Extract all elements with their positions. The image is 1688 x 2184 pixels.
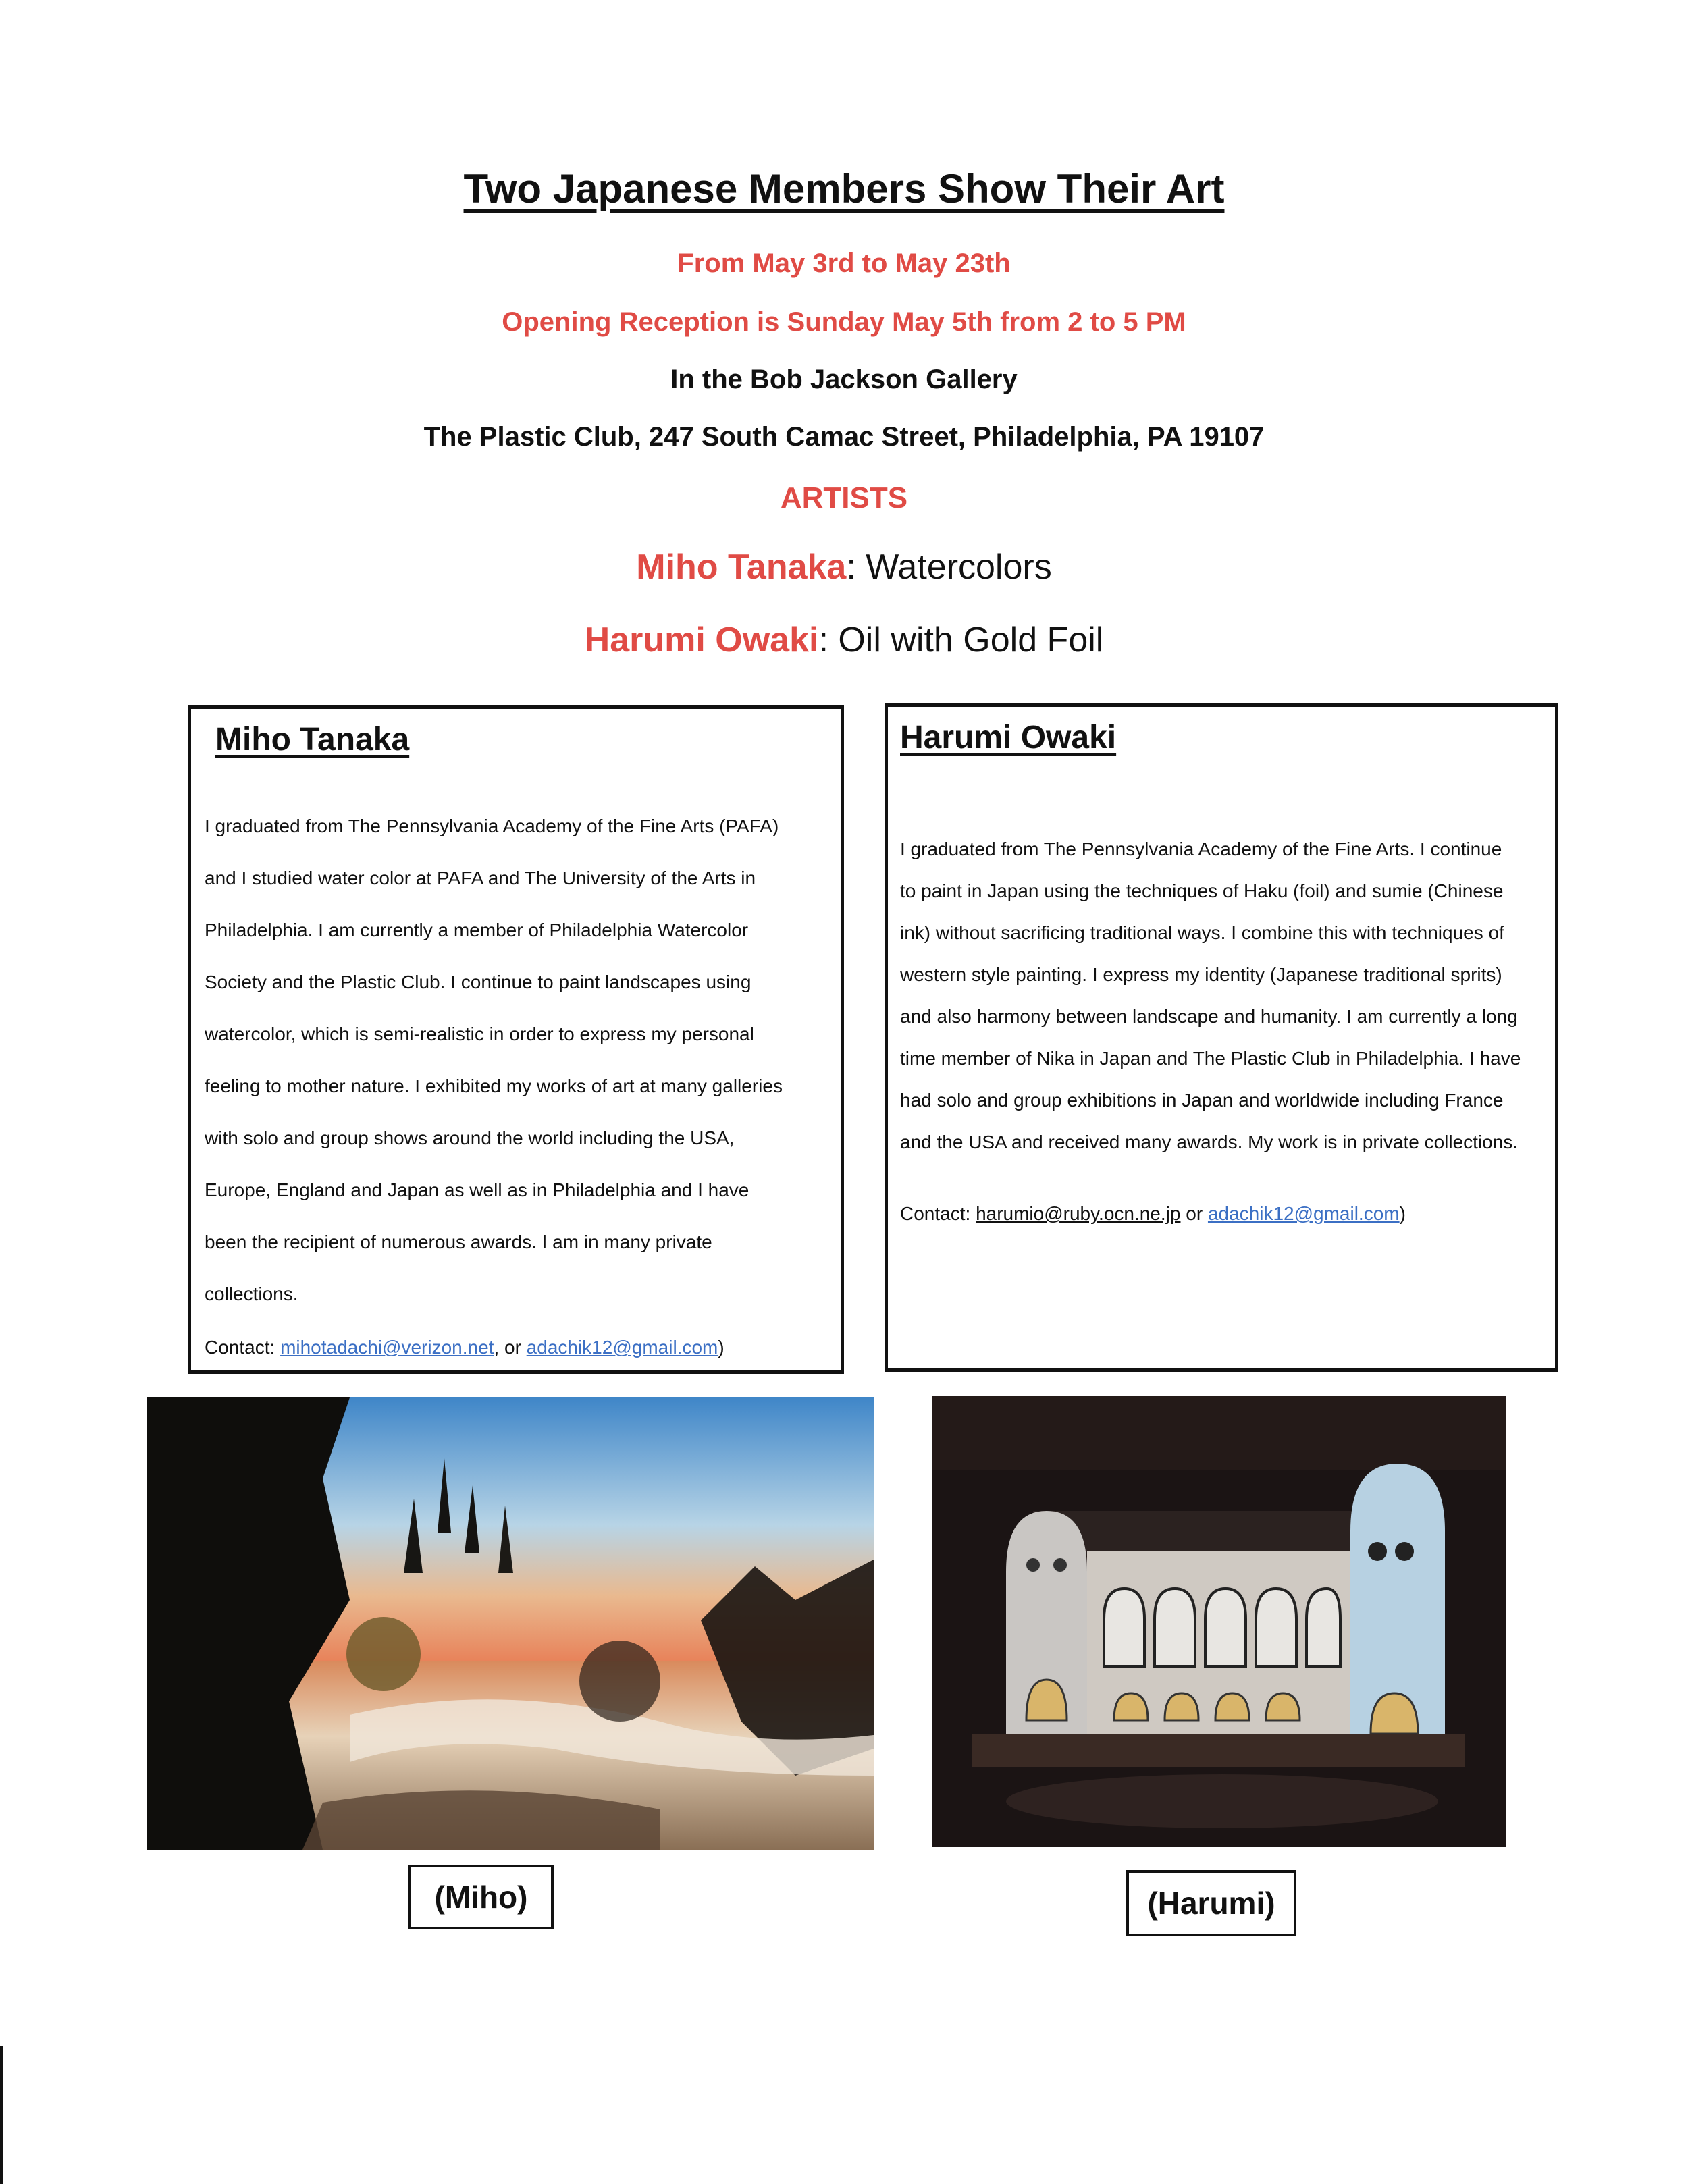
landscape-painting-image	[147, 1397, 874, 1850]
contact-line	[900, 1203, 1406, 1225]
bio-line: and the USA and received many awards. My work is in private collections.	[900, 1131, 1519, 1152]
email-link[interactable]: harumio@ruby.ocn.ne.jp	[976, 1203, 1181, 1224]
email-link[interactable]: adachik12@gmail.com	[1207, 1203, 1400, 1224]
venue-address: The Plastic Club, 247 South Camac Street, Philadelphia, PA 19107	[423, 422, 1265, 452]
artist-line-harumi	[0, 620, 1688, 660]
caption-harumi: (Harumi)	[1126, 1870, 1296, 1936]
email-link[interactable]: adachik12@gmail.com	[526, 1337, 718, 1358]
caption-miho: (Miho)	[408, 1865, 554, 1929]
bio-line: collections.	[205, 1283, 298, 1304]
bio-line: had solo and group exhibitions in Japan and worldwide including France	[900, 1090, 1504, 1111]
contact-label: Contact:	[900, 1203, 976, 1224]
artist-medium: : Watercolors	[846, 548, 1052, 587]
bio-text	[900, 828, 1521, 1163]
bio-line: Europe, England and Japan as well as in Philadelphia and I have	[205, 1179, 749, 1200]
bio-line: I graduated from The Pennsylvania Academy of the Fine Arts. I continue	[900, 838, 1502, 859]
gallery-name: In the Bob Jackson Gallery	[670, 365, 1018, 394]
artist-line-miho	[0, 547, 1688, 587]
bio-box-harumi	[885, 703, 1558, 1372]
bio-line: and I studied water color at PAFA and The University of the Arts in	[205, 868, 756, 888]
contact-closing: )	[718, 1337, 724, 1358]
opening-reception: Opening Reception is Sunday May 5th from 2 to 5 PM	[502, 307, 1186, 337]
bio-line: Society and the Plastic Club. I continue to paint landscapes using	[205, 971, 751, 992]
contact-label: Contact:	[205, 1337, 281, 1358]
bio-line: been the recipient of numerous awards. I am in many private	[205, 1231, 712, 1252]
bio-line: time member of Nika in Japan and The Plastic Club in Philadelphia. I have	[900, 1048, 1521, 1069]
contact-line	[205, 1337, 724, 1358]
bio-box-miho	[188, 705, 844, 1374]
bio-line: and also harmony between landscape and humanity. I am currently a long	[900, 1006, 1518, 1027]
painting-harumi	[932, 1396, 1506, 1847]
bio-line: watercolor, which is semi-realistic in order to express my personal	[205, 1023, 754, 1044]
contact-closing: )	[1399, 1203, 1406, 1224]
artists-heading: ARTISTS	[780, 481, 908, 514]
bio-line: with solo and group shows around the world including the USA,	[205, 1127, 735, 1148]
exhibition-dates: From May 3rd to May 23th	[677, 248, 1011, 278]
bio-text	[205, 800, 783, 1320]
bio-line: to paint in Japan using the techniques of Haku (foil) and sumie (Chinese	[900, 880, 1504, 901]
painting-miho	[147, 1397, 874, 1850]
bio-line: ink) without sacrificing traditional ways. I combine this with techniques of	[900, 922, 1504, 943]
scan-edge-mark	[0, 2046, 3, 2184]
bio-line: I graduated from The Pennsylvania Academy of the Fine Arts (PAFA)	[205, 816, 779, 836]
email-link[interactable]: mihotadachi@verizon.net	[280, 1337, 494, 1358]
building-painting-image	[932, 1396, 1506, 1847]
artist-name: Miho Tanaka	[636, 548, 847, 587]
contact-separator: , or	[494, 1337, 527, 1358]
artist-name: Harumi Owaki	[584, 620, 819, 660]
contact-separator: or	[1180, 1203, 1208, 1224]
bio-line: feeling to mother nature. I exhibited my works of art at many galleries	[205, 1075, 783, 1096]
artist-medium: : Oil with Gold Foil	[818, 620, 1104, 660]
bio-line: Philadelphia. I am currently a member of Philadelphia Watercolor	[205, 920, 749, 940]
bio-heading: Harumi Owaki	[900, 720, 1117, 755]
page-title: Two Japanese Members Show Their Art	[463, 166, 1225, 211]
bio-line: western style painting. I express my identity (Japanese traditional sprits)	[900, 964, 1502, 985]
bio-heading: Miho Tanaka	[215, 722, 410, 757]
